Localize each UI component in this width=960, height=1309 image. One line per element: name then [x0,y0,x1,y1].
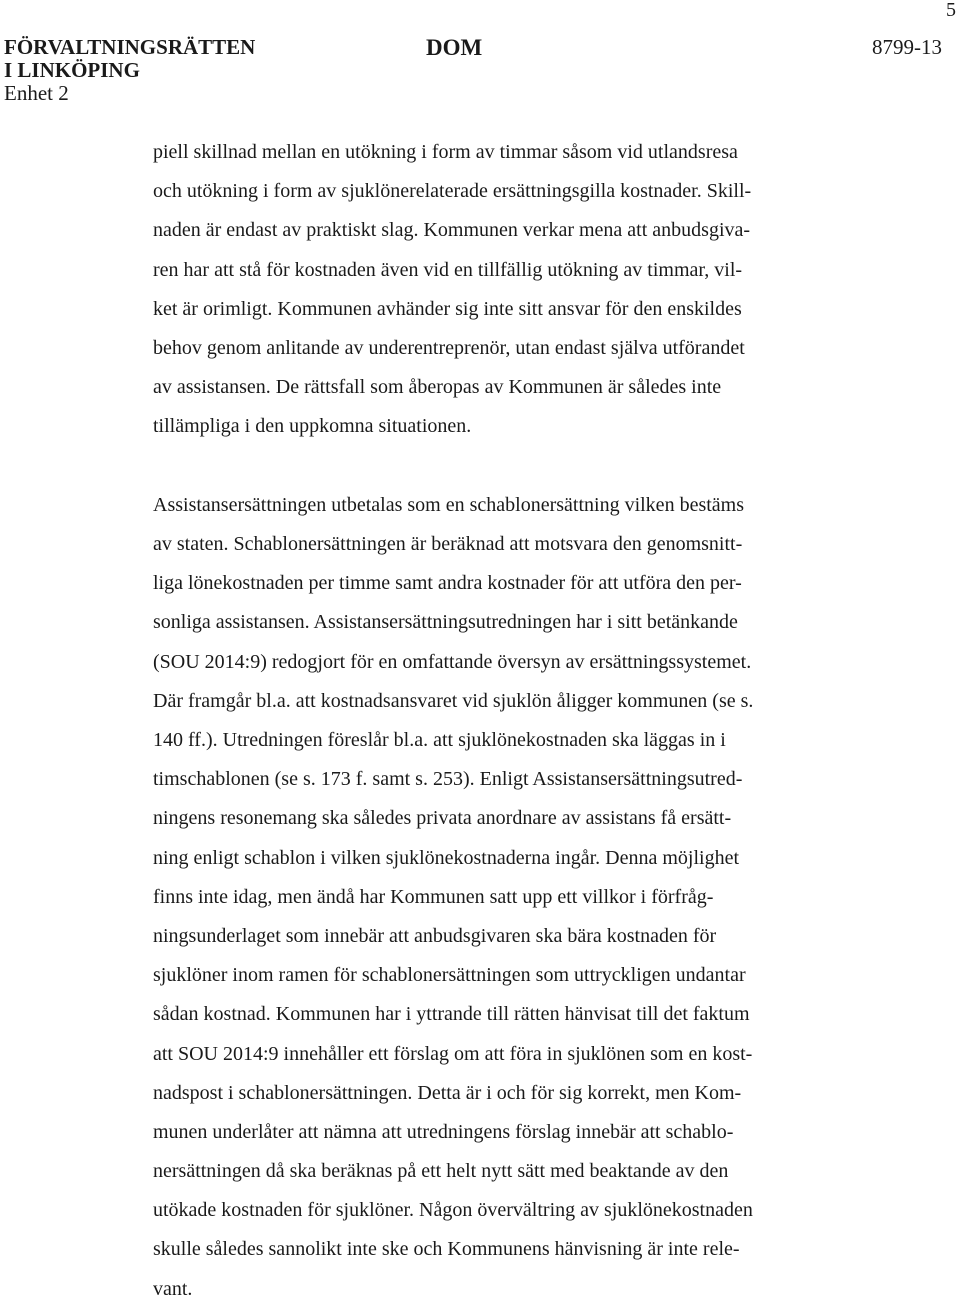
paragraph-1 [153,133,853,447]
text-line: ningsunderlaget som innebär att anbudsgivaren ska bära kostnaden för [153,924,717,947]
text-line: (SOU 2014:9) redogjort för en omfattande översyn av ersättningssystemet. [153,650,752,673]
text-line: av assistansen. De rättsfall som åberopas av Kommunen är således inte [153,376,722,399]
page-number: 5 [946,0,956,21]
text-line: nersättningen då ska beräknas på ett helt nytt sätt med beaktande av den [153,1160,729,1183]
text-line: sonliga assistansen. Assistansersättningsutredningen har i sitt betänkande [153,611,738,634]
court-name [4,36,255,105]
text-line: Assistansersättningen utbetalas som en schablonersättning vilken bestäms [153,493,744,516]
text-line: nadspost i schablonersättningen. Detta är i och för sig korrekt, men Kom- [153,1081,742,1104]
text-line: ket är orimligt. Kommunen avhänder sig inte sitt ansvar för den enskildes [153,297,742,320]
text-line: ningens resonemang ska således privata anordnare av assistans få ersätt- [153,807,732,830]
text-line: av staten. Schablonersättningen är beräknad att motsvara den genomsnitt- [153,533,743,556]
text-line: Där framgår bl.a. att kostnadsansvaret vid sjuklön åligger kommunen (se s. [153,689,754,712]
text-line: naden är endast av praktiskt slag. Kommunen verkar mena att anbudsgiva- [153,219,751,242]
text-line: timschablonen (se s. 173 f. samt s. 253). Enligt Assistansersättningsutred- [153,768,743,791]
paragraph-spacer [153,447,853,486]
court-unit: Enhet 2 [4,81,69,105]
text-line: utökade kostnaden för sjuklöner. Någon övervältring av sjuklönekostnaden [153,1199,753,1222]
document-type: DOM [426,35,483,60]
text-line: behov genom anlitande av underentreprenör, utan endast själva utförandet [153,336,745,359]
text-line: ren har att stå för kostnaden även vid en tillfällig utökning av timmar, vil- [153,258,743,281]
paragraph-2 [153,486,853,1309]
document-header [4,36,948,114]
text-line: liga lönekostnaden per timme samt andra kostnader för att utföra den per- [153,572,742,595]
text-line: 140 ff.). Utredningen föreslår bl.a. att sjuklönekostnaden ska läggas in i [153,729,726,752]
court-name-line-2: I LINKÖPING [4,58,140,82]
case-number: 8799-13 [872,35,942,59]
text-line: sådan kostnad. Kommunen har i yttrande till rätten hänvisat till det faktum [153,1003,750,1026]
text-line: finns inte idag, men ändå har Kommunen satt upp ett villkor i förfråg- [153,885,714,908]
text-line: och utökning i form av sjuklönerelaterade ersättningsgilla kostnader. Skill- [153,180,752,203]
text-line: vant. [153,1277,193,1300]
text-line: piell skillnad mellan en utökning i form av timmar såsom vid utlandsresa [153,141,738,163]
text-line: tillämpliga i den uppkomna situationen. [153,415,472,438]
text-line: ning enligt schablon i vilken sjuklönekostnaderna ingår. Denna möjlighet [153,846,739,869]
text-line: munen underlåter att nämna att utredningens förslag innebär att schablo- [153,1120,734,1143]
text-line: att SOU 2014:9 innehåller ett förslag om att föra in sjuklönen som en kost- [153,1042,753,1065]
text-line: skulle således sannolikt inte ske och Kommunens hänvisning är inte rele- [153,1238,740,1261]
document-body [153,133,853,1309]
court-name-line-1: FÖRVALTNINGSRÄTTEN [4,35,256,59]
text-line: sjuklöner inom ramen för schablonersättningen som uttryckligen undantar [153,964,746,987]
